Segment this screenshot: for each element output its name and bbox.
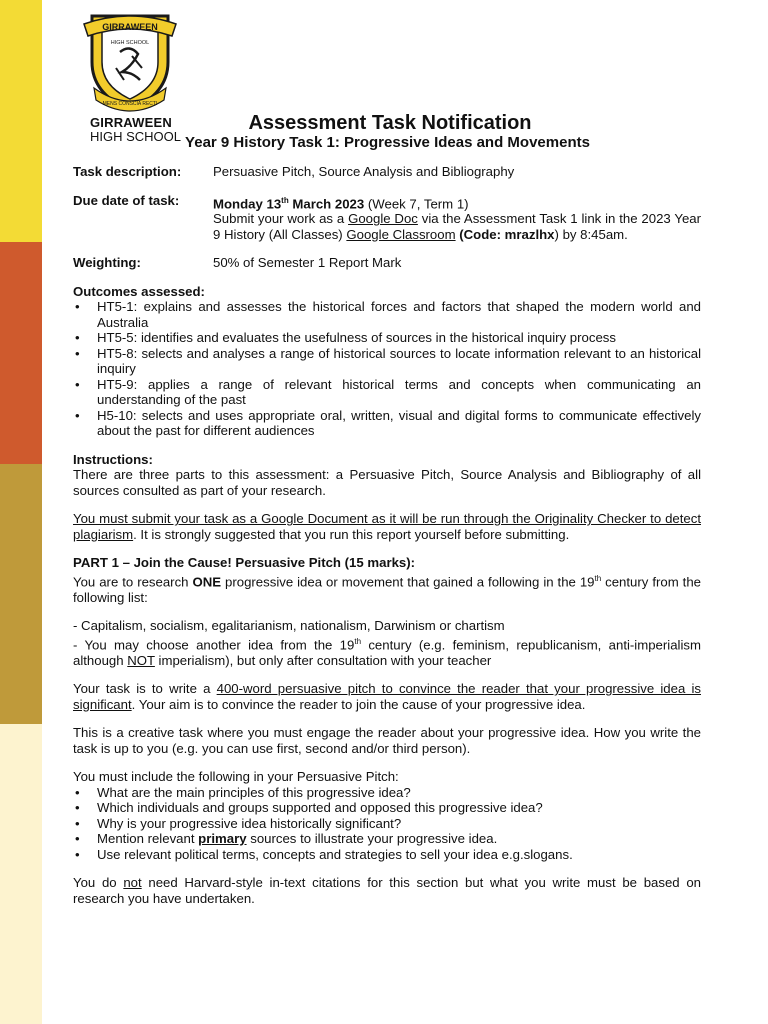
- task-description-row: [73, 164, 701, 180]
- list-item: • Which individuals and groups supported and opposed this progressive idea?: [73, 800, 701, 816]
- weighting-row: [73, 255, 701, 271]
- submission-note-rest: . It is strongly suggested that you run this report yourself before submitting.: [133, 526, 570, 542]
- part1-intro-c: century from the following list:: [73, 574, 702, 605]
- mention-b: sources to illustrate your progressive idea.: [246, 831, 498, 847]
- weighting-value: 50% of Semester 1 Report Mark: [213, 255, 402, 271]
- harvard-b: need Harvard-style in-text citations for this section but what you write must be based on research you have undertaken.: [73, 875, 701, 906]
- outcomes-heading: Outcomes assessed:: [73, 283, 205, 299]
- due-week: (Week 7, Term 1): [364, 195, 469, 211]
- side-stripe-orange: [0, 242, 42, 464]
- list-item: • HT5-1: explains and assesses the historical forces and factors that shaped the modern world and Australia: [73, 299, 701, 330]
- google-classroom-link[interactable]: Google Classroom: [346, 226, 456, 242]
- task-statement: [73, 681, 701, 712]
- list-item: • HT5-8: selects and analyses a range of historical sources to locate information relevant to an historical inquiry: [73, 346, 701, 377]
- submission-note-underlined: You must submit your task as a Google Document as it will be run through the Originality Checker to detect plagiarism: [73, 511, 701, 542]
- include-heading: You must include the following in your Persuasive Pitch:: [73, 769, 399, 785]
- school-name-sub: HIGH SCHOOL: [90, 129, 182, 144]
- harvard-note: [73, 875, 701, 906]
- school-name: GIRRAWEEN: [90, 115, 172, 130]
- due-day: Monday 13: [213, 195, 282, 211]
- submit-text-1: Submit your work as a: [213, 211, 349, 227]
- crest-motto: MENS CONSCIA RECTI: [102, 101, 158, 107]
- due-date-label: Due date of task:: [73, 192, 180, 208]
- due-month-year: March 2023: [288, 195, 365, 211]
- idea-list-line-1: - Capitalism, socialism, egalitarianism, nationalism, Darwinism or chartism: [73, 618, 505, 634]
- instructions-text: There are three parts to this assessment: a Persuasive Pitch, Source Analysis and Bibliography of all sources consulted as part of your research.: [73, 467, 701, 498]
- harvard-not: not: [123, 875, 142, 891]
- harvard-a: You do: [73, 875, 124, 891]
- task-statement-underlined: 400-word persuasive pitch to convince the reader that your progressive idea is significant: [73, 681, 701, 712]
- part1-intro-a: You are to research: [73, 574, 193, 590]
- part1-intro-one: ONE: [192, 574, 222, 590]
- include-list: [73, 785, 701, 863]
- idea-line2-not: NOT: [127, 652, 155, 668]
- outcomes-list: [73, 299, 701, 439]
- list-item: • H5-10: selects and uses appropriate oral, written, visual and digital forms to communicate effectively about the past for different audiences: [73, 408, 701, 439]
- class-code: (Code: mrazlhx: [455, 226, 555, 242]
- crest-banner-sub: HIGH SCHOOL: [110, 40, 150, 46]
- creative-task-text: This is a creative task where you must engage the reader about your progressive idea. How you write the task is up to you (e.g. you can use first, second and/or third person).: [73, 725, 701, 756]
- due-date-value: [213, 193, 701, 243]
- instructions-heading: Instructions:: [73, 451, 153, 467]
- idea-line2-c: imperialism), but only after consultation with your teacher: [154, 652, 492, 668]
- list-item: [73, 831, 701, 847]
- crest-banner-text: GIRRAWEEN: [102, 22, 158, 32]
- mention-a: Mention relevant: [97, 831, 199, 847]
- weighting-label: Weighting:: [73, 255, 141, 271]
- list-item: • What are the main principles of this progressive idea?: [73, 785, 701, 801]
- page-subtitle: Year 9 History Task 1: Progressive Ideas and Movements: [185, 134, 590, 151]
- part1-heading: PART 1 – Join the Cause! Persuasive Pitch (15 marks):: [73, 555, 416, 571]
- side-stripe-cream: [0, 724, 42, 1024]
- page-title: Assessment Task Notification: [248, 112, 532, 134]
- task-statement-b: . Your aim is to convince the reader to join the cause of your progressive idea.: [131, 696, 586, 712]
- due-date-row: [73, 193, 701, 243]
- list-item: • Use relevant political terms, concepts and strategies to sell your idea e.g.slogans.: [73, 847, 701, 863]
- list-item: • HT5-9: applies a range of relevant historical terms and concepts when communicating an understanding of the past: [73, 377, 701, 408]
- idea-line2-a: - You may choose another idea from the 19: [73, 637, 355, 653]
- idea-line2-b: century (e.g. feminism, republicanism, anti-imperialism although: [73, 637, 701, 668]
- idea-line2-sup: th: [354, 636, 362, 646]
- mention-primary: primary: [198, 831, 247, 847]
- idea-list-line-2: [73, 634, 701, 668]
- task-statement-a: Your task is to write a: [73, 681, 217, 697]
- submission-note: [73, 511, 701, 542]
- google-doc-link[interactable]: Google Doc: [348, 211, 418, 227]
- part1-intro-b: progressive idea or movement that gained a following in the 19: [221, 574, 595, 590]
- due-day-sup: th: [281, 195, 289, 205]
- task-description-label: Task description:: [73, 164, 182, 179]
- part1-intro-sup: th: [594, 573, 602, 583]
- list-item: • Why is your progressive idea historically significant?: [73, 816, 701, 832]
- part1-intro: [73, 571, 701, 605]
- side-stripe-gold: [0, 464, 42, 724]
- list-item: • HT5-5: identifies and evaluates the usefulness of sources in the historical inquiry process: [73, 330, 701, 346]
- document-body: [73, 164, 701, 919]
- task-description-value: Persuasive Pitch, Source Analysis and Bibliography: [213, 164, 515, 179]
- submit-text-2: via the Assessment Task 1 link in the 2023 Year 9 History (All Classes): [213, 211, 702, 242]
- submit-text-3: ) by 8:45am.: [554, 226, 628, 242]
